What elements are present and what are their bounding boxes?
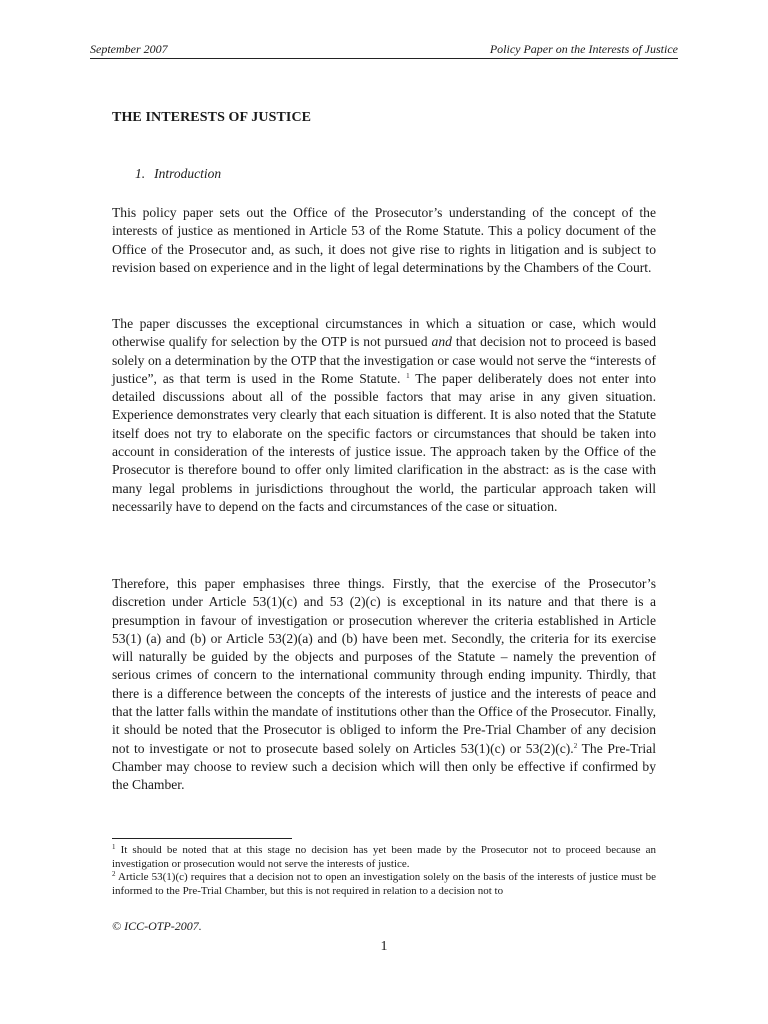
footnote-marker-2: 2 — [112, 870, 116, 879]
footnote-divider — [112, 838, 292, 839]
footnote-text-1: It should be noted that at this stage no decision has yet been made by the Prosecutor not to proceed because an investigation or prosecution would not serve the interests of justice. — [112, 844, 657, 870]
copyright-notice: © ICC-OTP-2007. — [112, 919, 202, 933]
page-number: 1 — [380, 939, 388, 954]
paragraph-2-part-a: The paper discusses the exceptional circumstances in which a situation or case, which would otherwise qualify for selection by the OTP is not pursued — [112, 316, 656, 350]
running-header — [90, 42, 678, 59]
footnote-2 — [112, 871, 656, 898]
paragraph-3 — [112, 575, 656, 795]
paragraph-2 — [112, 315, 656, 516]
paragraph-2-emphasis: and — [431, 334, 452, 350]
footnote-text-2: Article 53(1)(c) requires that a decision not to open an investigation solely on the basis of the interests of justice must be informed to the Pre-Trial Chamber, but this is not required in relation to a decision not to — [112, 871, 656, 897]
header-date: September 2007 — [90, 42, 168, 56]
paragraph-2-part-b: that decision not to proceed is based solely on a determination by the OTP that the investigation or case would not serve the “interests of justice”, as that term is used in the Rome Statute. — [112, 334, 656, 386]
footnote-1 — [112, 844, 656, 871]
footnote-ref-2[interactable]: 2 — [573, 741, 578, 750]
footnotes — [112, 844, 656, 898]
paragraph-1: This policy paper sets out the Office of the Prosecutor’s understanding of the concept of the interests of justice as mentioned in Article 53 of the Rome Statute. This a policy document of the Office of the Prosecutor and, as such, it does not give rise to rights in litigation and is subject to revision based on experience and in the light of legal determinations by the Chambers of the Court. — [112, 205, 656, 275]
footnote-marker-1: 1 — [112, 843, 116, 851]
document-title: THE INTERESTS OF JUSTICE — [112, 110, 312, 125]
paragraph-3-part-a: Therefore, this paper emphasises three things. Firstly, that the exercise of the Prosecutor’s discretion under Article 53(1)(c) and 53 (2)(c) is exceptional in its nature and that there is a presumption in favour of investigation or prosecution wherever the criteria established in Article 53(1) (a) and (b) or Article 53(2)(a) and (b) have been met. Secondly, the criteria for its exercise will naturally be guided by the objects and purposes of the Statute – namely the prevention of serious crimes of concern to the international community through ending impunity. Thirdly, that there is a difference between the concepts of the interests of justice and the interests of peace and that the latter falls within the mandate of institutions other than the Office of the Prosecutor. Finally, it should be noted that the Prosecutor is obliged to inform the Pre-Trial Chamber of any decision not to investigate or not to prosecute based solely on Articles 53(1)(c) or 53(2)(c). — [112, 576, 657, 756]
section-heading — [135, 166, 221, 182]
paragraph-2-part-c: The paper deliberately does not enter into detailed discussions about all of the possible factors that may arise in any given situation. Experience demonstrates very clearly that each situation is different. It is also noted that the Statute itself does not try to elaborate on the specific factors or circumstances that should be taken into account in consideration of the interests of justice issue. The approach taken by the Office of the Prosecutor is therefore bound to offer only limited clarification in the abstract: as is the case with many legal problems in jurisdictions throughout the world, the particular approach taken will necessarily have to depend on the facts and circumstances of the case or situation. — [112, 370, 656, 514]
paragraph-3-part-b: The Pre-Trial Chamber may choose to review such a decision which will then only be effective if confirmed by the Chamber. — [112, 740, 656, 793]
header-running-title: Policy Paper on the Interests of Justice — [489, 42, 678, 56]
footnote-ref-1[interactable]: 1 — [406, 371, 410, 380]
section-title: Introduction — [154, 166, 222, 181]
section-number: 1. — [135, 166, 146, 181]
